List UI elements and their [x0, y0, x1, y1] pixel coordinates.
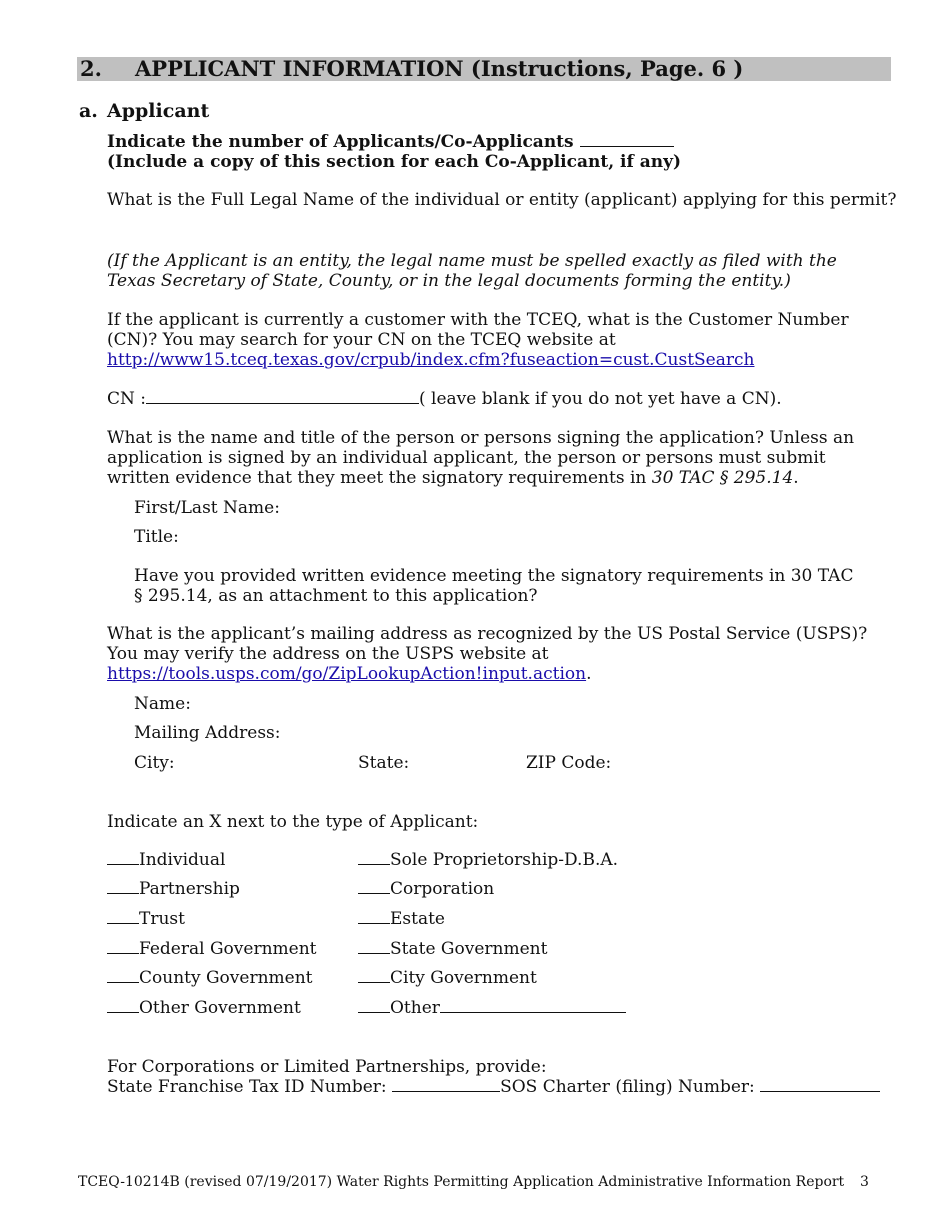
applicant-count-row: [107, 132, 674, 152]
type-option-individual[interactable]: [107, 850, 225, 870]
checkmark-line[interactable]: [107, 939, 139, 954]
name-field[interactable]: [300, 692, 860, 714]
subsection-letter: a.: [79, 100, 98, 122]
other-description-line[interactable]: [440, 998, 626, 1013]
checkmark-line[interactable]: [358, 909, 390, 924]
cn-question: If the applicant is currently a customer with the TCEQ, what is the Customer Number (CN)? You may search for your CN on the TCEQ website at: [107, 310, 849, 350]
type-option-label: Other: [390, 998, 440, 1018]
type-option-label: Other Government: [139, 998, 301, 1018]
type-option-other[interactable]: [358, 998, 626, 1018]
type-option-label: Individual: [139, 850, 226, 870]
checkmark-line[interactable]: [358, 879, 390, 894]
usps-lookup-link[interactable]: https://tools.usps.com/go/ZipLookupAction!input.action: [107, 664, 587, 684]
applicant-count-field[interactable]: [580, 132, 674, 147]
type-option-label: Corporation: [390, 879, 495, 899]
title-field[interactable]: [300, 525, 860, 547]
full-name-field[interactable]: [107, 214, 867, 240]
type-option-label: Estate: [390, 909, 445, 929]
type-option-city-government[interactable]: [358, 968, 537, 988]
checkmark-line[interactable]: [107, 909, 139, 924]
franchise-tax-id-field[interactable]: [392, 1077, 500, 1092]
checkmark-line[interactable]: [358, 939, 390, 954]
type-option-federal-government[interactable]: [107, 939, 317, 959]
type-option-label: Sole Proprietorship-D.B.A.: [390, 850, 619, 870]
applicant-type-prompt: Indicate an X next to the type of Applicant:: [107, 812, 479, 832]
cn-question-block: [107, 310, 877, 370]
section-title-text: APPLICANT INFORMATION (Instructions, Page. 6 ): [135, 56, 744, 81]
usps-end: .: [586, 664, 592, 684]
footer-form-id: TCEQ-10214B (revised 07/19/2017) Water Rights Permitting Application Administrative Information Report: [78, 1174, 845, 1190]
checkmark-line[interactable]: [107, 968, 139, 983]
full-name-question: What is the Full Legal Name of the individual or entity (applicant) applying for this permit?: [107, 190, 897, 210]
cn-input-line[interactable]: [146, 389, 419, 404]
zip-code-label: ZIP Code:: [526, 753, 612, 773]
sos-charter-label: SOS Charter (filing) Number:: [500, 1077, 755, 1097]
type-option-other-government[interactable]: [107, 998, 301, 1018]
type-option-estate[interactable]: [358, 909, 445, 929]
page-number: 3: [860, 1174, 869, 1190]
signer-citation: 30 TAC § 295.14: [651, 468, 794, 488]
section-title: [80, 56, 743, 81]
checkmark-line[interactable]: [107, 850, 139, 865]
checkmark-line[interactable]: [107, 998, 139, 1013]
type-option-partnership[interactable]: [107, 879, 240, 899]
cn-label: CN :: [107, 389, 147, 409]
checkmark-line[interactable]: [358, 998, 390, 1013]
type-option-label: City Government: [390, 968, 537, 988]
title-label: Title:: [134, 527, 179, 547]
cn-search-link[interactable]: http://www15.tceq.texas.gov/crpub/index.cfm?fuseaction=cust.CustSearch: [107, 350, 755, 370]
mailing-address-label: Mailing Address:: [134, 723, 281, 743]
signer-end: .: [793, 468, 799, 488]
type-option-sole-proprietorship[interactable]: [358, 850, 618, 870]
type-option-label: State Government: [390, 939, 548, 959]
sos-charter-field[interactable]: [760, 1077, 880, 1092]
name-label: Name:: [134, 694, 191, 714]
type-option-label: Partnership: [139, 879, 240, 899]
signer-question-block: [107, 428, 877, 488]
franchise-tax-id-label: State Franchise Tax ID Number:: [107, 1077, 387, 1097]
tax-id-row: [107, 1077, 880, 1097]
evidence-question: Have you provided written evidence meeting the signatory requirements in 30 TAC § 295.14, as an attachment to this application?: [134, 566, 854, 606]
state-label: State:: [358, 753, 410, 773]
type-option-county-government[interactable]: [107, 968, 313, 988]
applicant-count-label: Indicate the number of Applicants/Co-Applicants: [107, 132, 574, 152]
mailing-question-block: [107, 624, 877, 684]
checkmark-line[interactable]: [358, 968, 390, 983]
city-label: City:: [134, 753, 175, 773]
first-last-name-field[interactable]: [300, 496, 860, 518]
entity-note: (If the Applicant is an entity, the legal name must be spelled exactly as filed with the Texas Secretary of State, County, or in the legal documents forming the entity.): [107, 251, 837, 291]
first-last-name-label: First/Last Name:: [134, 498, 280, 518]
checkmark-line[interactable]: [358, 850, 390, 865]
cn-hint: ( leave blank if you do not yet have a CN).: [419, 389, 782, 409]
checkmark-line[interactable]: [107, 879, 139, 894]
mailing-question: What is the applicant’s mailing address as recognized by the US Postal Service (USPS)? You may verify the address on the USPS website at: [107, 624, 868, 664]
copy-note: (Include a copy of this section for each Co-Applicant, if any): [107, 152, 682, 172]
subsection-heading: Applicant: [107, 100, 210, 122]
corporation-prompt: For Corporations or Limited Partnerships, provide:: [107, 1057, 547, 1077]
type-option-label: County Government: [139, 968, 313, 988]
type-option-label: Federal Government: [139, 939, 317, 959]
cn-row: [107, 389, 782, 409]
mailing-address-field[interactable]: [300, 721, 860, 743]
type-option-trust[interactable]: [107, 909, 185, 929]
type-option-label: Trust: [139, 909, 185, 929]
signer-question: What is the name and title of the person or persons signing the application? Unless an application is signed by an individual applicant, the person or persons must submit written evidence that they meet the signatory requirements in: [107, 428, 855, 488]
type-option-corporation[interactable]: [358, 879, 494, 899]
section-number: 2.: [80, 56, 102, 81]
type-option-state-government[interactable]: [358, 939, 547, 959]
